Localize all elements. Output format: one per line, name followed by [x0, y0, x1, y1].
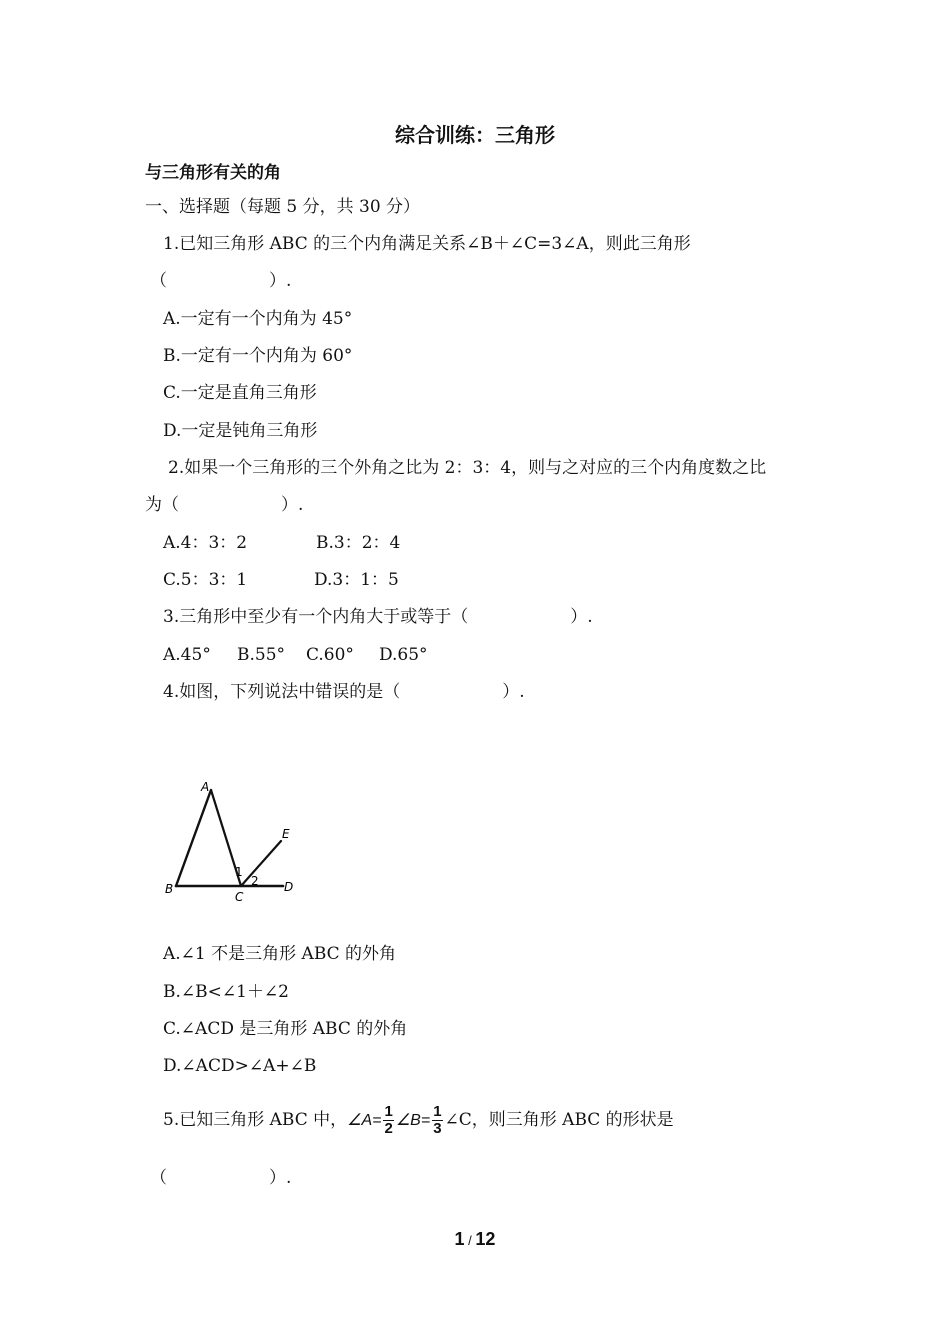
- page-title: 综合训练：三角形: [395, 123, 555, 147]
- label-a: A: [201, 780, 210, 794]
- fraction-1-numerator: 1: [384, 1103, 393, 1120]
- equals-sign-2: =: [420, 1112, 431, 1129]
- triangle-figure: [155, 770, 315, 905]
- question-1-option-d: D.一定是钝角三角形: [163, 421, 318, 441]
- label-e: E: [282, 827, 290, 841]
- question-1-stem: 1.已知三角形 ABC 的三个内角满足关系∠B＋∠C=3∠A，则此三角形: [163, 234, 691, 254]
- question-3-option-d: D.65°: [379, 645, 428, 665]
- question-5-prefix: 5.已知三角形 ABC 中，: [163, 1110, 348, 1130]
- question-2-option-a: A.4：3：2: [163, 533, 248, 553]
- total-pages: 12: [475, 1229, 496, 1249]
- angle-a-symbol: ∠A: [347, 1112, 373, 1129]
- question-3-option-b: B.55°: [237, 645, 286, 665]
- question-3-stem: 3.三角形中至少有一个内角大于或等于（ ）.: [163, 607, 593, 627]
- question-4-option-d: D.∠ACD>∠A+∠B: [163, 1056, 317, 1076]
- page-number: [0, 1228, 950, 1252]
- question-5-blank: （ ）.: [150, 1168, 292, 1188]
- question-1-option-a: A.一定有一个内角为 45°: [163, 309, 353, 329]
- question-2-option-d: D.3：1：5: [314, 570, 399, 590]
- fraction-1-denominator: 2: [384, 1120, 393, 1137]
- question-1-option-c: C.一定是直角三角形: [163, 383, 317, 403]
- question-2-option-b: B.3：2：4: [316, 533, 401, 553]
- question-4-option-c: C.∠ACD 是三角形 ABC 的外角: [163, 1019, 408, 1039]
- fraction-2-denominator: 3: [433, 1120, 442, 1137]
- equals-sign-1: =: [372, 1112, 382, 1129]
- question-5-stem: [163, 1102, 674, 1139]
- part-heading: 一、选择题（每题 5 分，共 30 分）: [145, 197, 421, 217]
- label-b: B: [165, 882, 174, 896]
- segment-ce: [241, 841, 281, 886]
- question-2-stem: 2.如果一个三角形的三个外角之比为 2：3：4，则与之对应的三个内角度数之比: [168, 458, 767, 478]
- question-2-option-c: C.5：3：1: [163, 570, 248, 590]
- label-c: C: [235, 890, 244, 904]
- current-page: 1: [454, 1229, 465, 1249]
- page-separator: /: [464, 1233, 476, 1248]
- section-heading: 与三角形有关的角: [145, 163, 281, 183]
- question-4-option-b: B.∠B<∠1＋∠2: [163, 982, 289, 1002]
- question-3-option-c: C.60°: [306, 645, 354, 665]
- question-5-suffix: ∠C，则三角形 ABC 的形状是: [444, 1110, 674, 1130]
- question-4-stem: 4.如图，下列说法中错误的是（ ）.: [163, 682, 525, 702]
- question-4-option-a: A.∠1 不是三角形 ABC 的外角: [163, 944, 397, 964]
- segment-ab: [176, 790, 211, 886]
- fraction-one-third: [432, 1104, 442, 1137]
- label-d: D: [284, 880, 294, 894]
- question-1-option-b: B.一定有一个内角为 60°: [163, 346, 353, 366]
- label-angle-1: 1: [235, 865, 243, 879]
- label-angle-2: 2: [251, 874, 259, 888]
- question-3-option-a: A.45°: [163, 645, 211, 665]
- question-2-stem-cont: 为（ ）.: [145, 495, 304, 515]
- angle-b-symbol: ∠B: [395, 1112, 421, 1129]
- fraction-2-numerator: 1: [433, 1103, 442, 1120]
- fraction-one-half: [383, 1104, 393, 1137]
- question-1-blank: （ ）.: [150, 271, 292, 291]
